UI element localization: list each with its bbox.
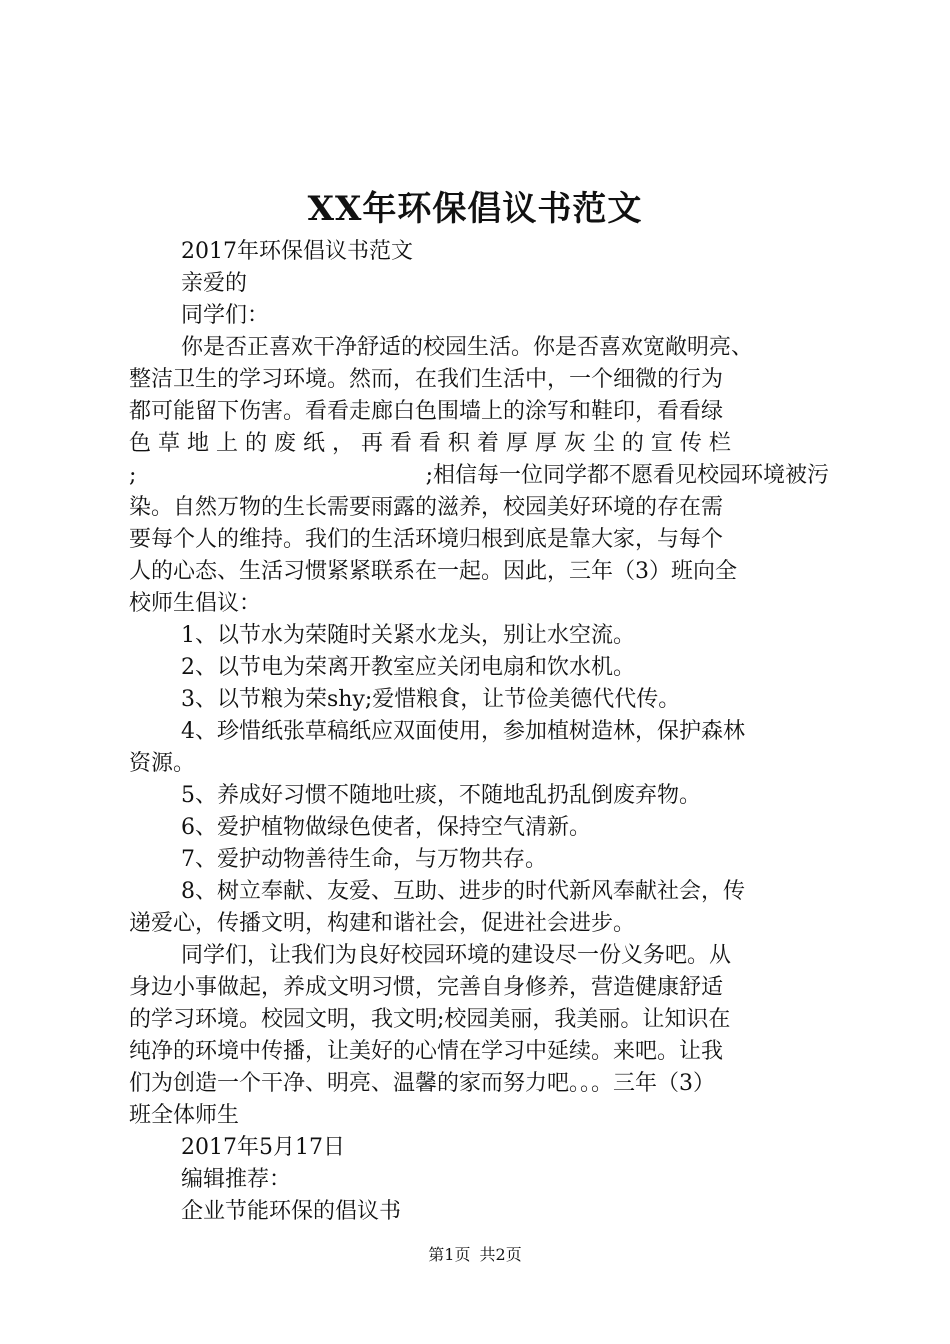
closing-line: 纯净的环境中传播，让美好的心情在学习中延续。来吧。让我: [129, 1039, 724, 1064]
list-item: 7、爱护动物善待生命，与万物共存。: [181, 847, 547, 872]
list-item: 6、爱护植物做绿色使者，保持空气清新。: [181, 815, 591, 840]
intro-line: 人的心态、生活习惯紧紧联系在一起。因此，三年（3）班向全: [129, 559, 737, 584]
closing-line: 的学习环境。校园文明，我文明;校园美丽，我美丽。让知识在: [129, 1007, 731, 1032]
closing-paragraph: [129, 940, 829, 1132]
list-item: 1、以节水为荣随时关紧水龙头，别让水空流。: [181, 623, 635, 648]
salutation-line-2: 同学们：: [181, 303, 270, 328]
recommend-link[interactable]: 企业节能环保的倡议书: [181, 1199, 402, 1224]
intro-paragraph: [129, 332, 829, 620]
intro-gap-right: ;相信每一位同学都不愿看见校园环境被污: [425, 463, 829, 488]
intro-line: 校师生倡议：: [129, 591, 262, 616]
intro-line: 你是否正喜欢干净舒适的校园生活。你是否喜欢宽敞明亮、: [181, 335, 754, 360]
list-item-continuation: 资源。: [129, 751, 196, 776]
recommend-label: 编辑推荐：: [181, 1167, 292, 1192]
closing-line: 同学们，让我们为良好校园环境的建设尽一份义务吧。从: [181, 943, 732, 968]
page-number-total: 共2页: [479, 1245, 522, 1264]
date: 2017年5月17日: [181, 1135, 345, 1160]
closing-line: 身边小事做起，养成文明习惯，完善自身修养，营造健康舒适: [129, 975, 724, 1000]
salutation-line-1: 亲爱的: [181, 271, 248, 296]
closing-line: 们为创造一个干净、明亮、温馨的家而努力吧。。。三年（3）: [129, 1071, 715, 1096]
intro-line: 要每个人的维持。我们的生活环境归根到底是靠大家，与每个: [129, 527, 724, 552]
intro-gap-line: [129, 460, 829, 492]
intro-line: 整洁卫生的学习环境。然而，在我们生活中，一个细微的行为: [129, 367, 724, 392]
signature: 班全体师生: [129, 1103, 240, 1128]
subtitle: 2017年环保倡议书范文: [181, 239, 413, 264]
proposal-list: [129, 620, 829, 940]
intro-line: 染。自然万物的生长需要雨露的滋养，校园美好环境的存在需: [129, 495, 724, 520]
intro-line: 色 草 地 上 的 废 纸 ， 再 看 看 积 着 厚 厚 灰 尘 的 宣 传 栏: [129, 431, 731, 456]
list-item: 8、树立奉献、友爱、互助、进步的时代新风奉献社会，传: [181, 879, 745, 904]
list-item: 2、以节电为荣离开教室应关闭电扇和饮水机。: [181, 655, 635, 680]
list-item: 5、养成好习惯不随地吐痰，不随地乱扔乱倒废弃物。: [181, 783, 701, 808]
page-number-current: 第1页: [428, 1245, 471, 1264]
list-item: 4、珍惜纸张草稿纸应双面使用，参加植树造林，保护森林: [181, 719, 745, 744]
intro-gap-left: ;: [129, 463, 137, 488]
list-item-continuation: 递爱心，传播文明，构建和谐社会，促进社会进步。: [129, 911, 636, 936]
intro-line: 都可能留下伤害。看看走廊白色围墙上的涂写和鞋印，看看绿: [129, 399, 724, 424]
document-body: [129, 236, 829, 1228]
page-footer: [0, 1244, 950, 1266]
list-item: 3、以节粮为荣shy;爱惜粮食，让节俭美德代代传。: [181, 687, 681, 712]
document-title: XX年环保倡议书范文: [307, 189, 643, 229]
